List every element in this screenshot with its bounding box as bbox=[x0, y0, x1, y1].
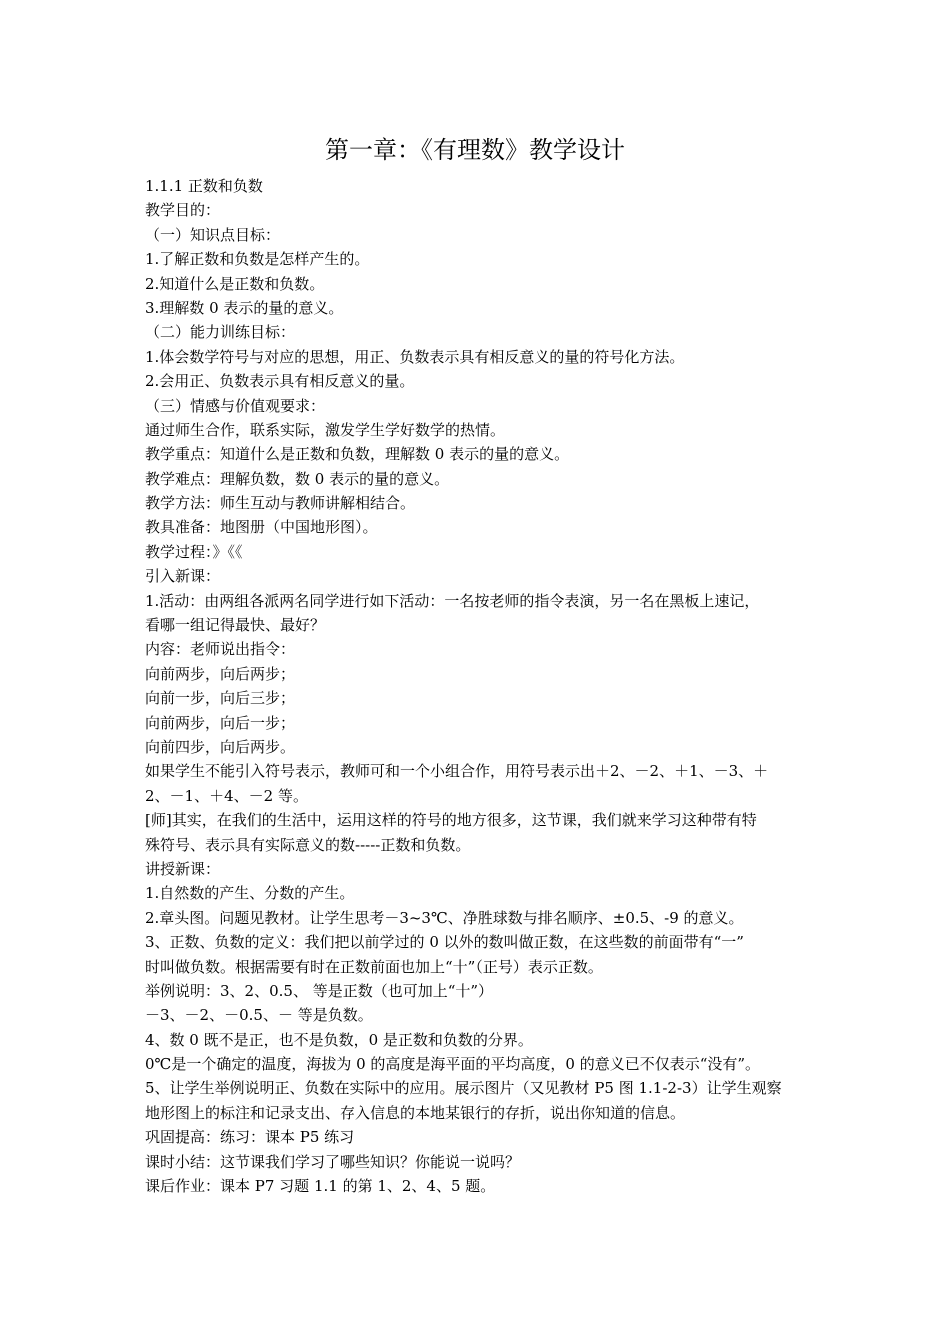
text-line: 讲授新课： bbox=[145, 859, 221, 878]
text-line: 3.理解数 0 表示的量的意义。 bbox=[145, 298, 344, 317]
text-line: 教学重点：知道什么是正数和负数，理解数 0 表示的量的意义。 bbox=[145, 445, 570, 464]
text-line: 1.了解正数和负数是怎样产生的。 bbox=[145, 250, 370, 269]
text-line: 2.知道什么是正数和负数。 bbox=[145, 274, 325, 293]
text-line: 向前四步，向后两步。 bbox=[145, 737, 296, 756]
text-line: [师]其实，在我们的生活中，运用这样的符号的地方很多，这节课，我们就来学习这种带有特 bbox=[145, 811, 757, 830]
text-line: 时叫做负数。根据需要有时在正数前面也加上“十”（正号）表示正数。 bbox=[145, 957, 603, 976]
text-line: 5、让学生举例说明正、负数在实际中的应用。展示图片（又见教材 P5 图 1.1-2-3）让学生观察 bbox=[145, 1079, 782, 1098]
text-line: 通过师生合作，联系实际，激发学生学好数学的热情。 bbox=[145, 420, 506, 439]
text-line: 教学难点：理解负数，数 0 表示的量的意义。 bbox=[145, 469, 450, 488]
text-line: （二）能力训练目标： bbox=[145, 323, 296, 342]
text-line: 0℃是一个确定的温度，海拔为 0 的高度是海平面的平均高度，0 的意义已不仅表示“没有”。 bbox=[145, 1055, 761, 1074]
text-line: 教学过程：》《《 bbox=[145, 542, 243, 561]
text-line: 1.体会数学符号与对应的思想，用正、负数表示具有相反意义的量的符号化方法。 bbox=[145, 347, 685, 366]
document-title: 第一章：《有理数》教学设计 bbox=[325, 136, 625, 164]
text-line: 课时小结：这节课我们学习了哪些知识？你能说一说吗？ bbox=[145, 1152, 521, 1171]
text-line: 1.自然数的产生、分数的产生。 bbox=[145, 884, 355, 903]
text-line: 内容：老师说出指令： bbox=[145, 640, 296, 659]
text-line: 引入新课： bbox=[145, 567, 221, 586]
text-line: 2.章头图。问题见教材。让学生思考－3~3℃、净胜球数与排名顺序、±0.5、-9 的意义。 bbox=[145, 908, 744, 927]
text-line: 课后作业：课本 P7 习题 1.1 的第 1、2、4、5 题。 bbox=[145, 1177, 496, 1196]
text-line: 如果学生不能引入符号表示，教师可和一个小组合作，用符号表示出＋2、－2、＋1、－3、＋ bbox=[145, 762, 769, 781]
text-line: 巩固提高：练习：课本 P5 练习 bbox=[145, 1128, 355, 1147]
text-line: 看哪一组记得最快、最好？ bbox=[145, 616, 326, 635]
text-line: 向前一步，向后三步； bbox=[145, 689, 296, 708]
text-line: 向前两步，向后两步； bbox=[145, 664, 296, 683]
text-line: （一）知识点目标： bbox=[145, 225, 281, 244]
text-line: 向前两步，向后一步； bbox=[145, 713, 296, 732]
text-line: 教具准备：地图册（中国地形图）。 bbox=[145, 518, 378, 537]
text-line: 4、数 0 既不是正，也不是负数，0 是正数和负数的分界。 bbox=[145, 1030, 533, 1049]
text-line: 2.会用正、负数表示具有相反意义的量。 bbox=[145, 372, 415, 391]
text-line: 1.活动：由两组各派两名同学进行如下活动：一名按老师的指令表演，另一名在黑板上速记， bbox=[145, 591, 760, 610]
text-line: 殊符号、表示具有实际意义的数-----正数和负数。 bbox=[145, 835, 471, 854]
text-line: 2、－1、＋4、－2 等。 bbox=[145, 786, 308, 805]
text-line: 地形图上的标注和记录支出、存入信息的本地某银行的存折，说出你知道的信息。 bbox=[145, 1103, 686, 1122]
text-line: 教学方法：师生互动与教师讲解相结合。 bbox=[145, 494, 416, 513]
text-line: 1.1.1 正数和负数 bbox=[145, 177, 263, 195]
document-body bbox=[145, 174, 825, 1198]
text-line: 3、正数、负数的定义：我们把以前学过的 0 以外的数叫做正数，在这些数的前面带有“一” bbox=[145, 933, 744, 952]
text-line: 教学目的： bbox=[145, 201, 221, 220]
text-line: （三）情感与价值观要求： bbox=[145, 396, 326, 415]
text-line: －3、－2、－0.5、－ 等是负数。 bbox=[145, 1006, 373, 1025]
text-line: 举例说明：3、2、0.5、 等是正数（也可加上“十”） bbox=[145, 981, 494, 1000]
